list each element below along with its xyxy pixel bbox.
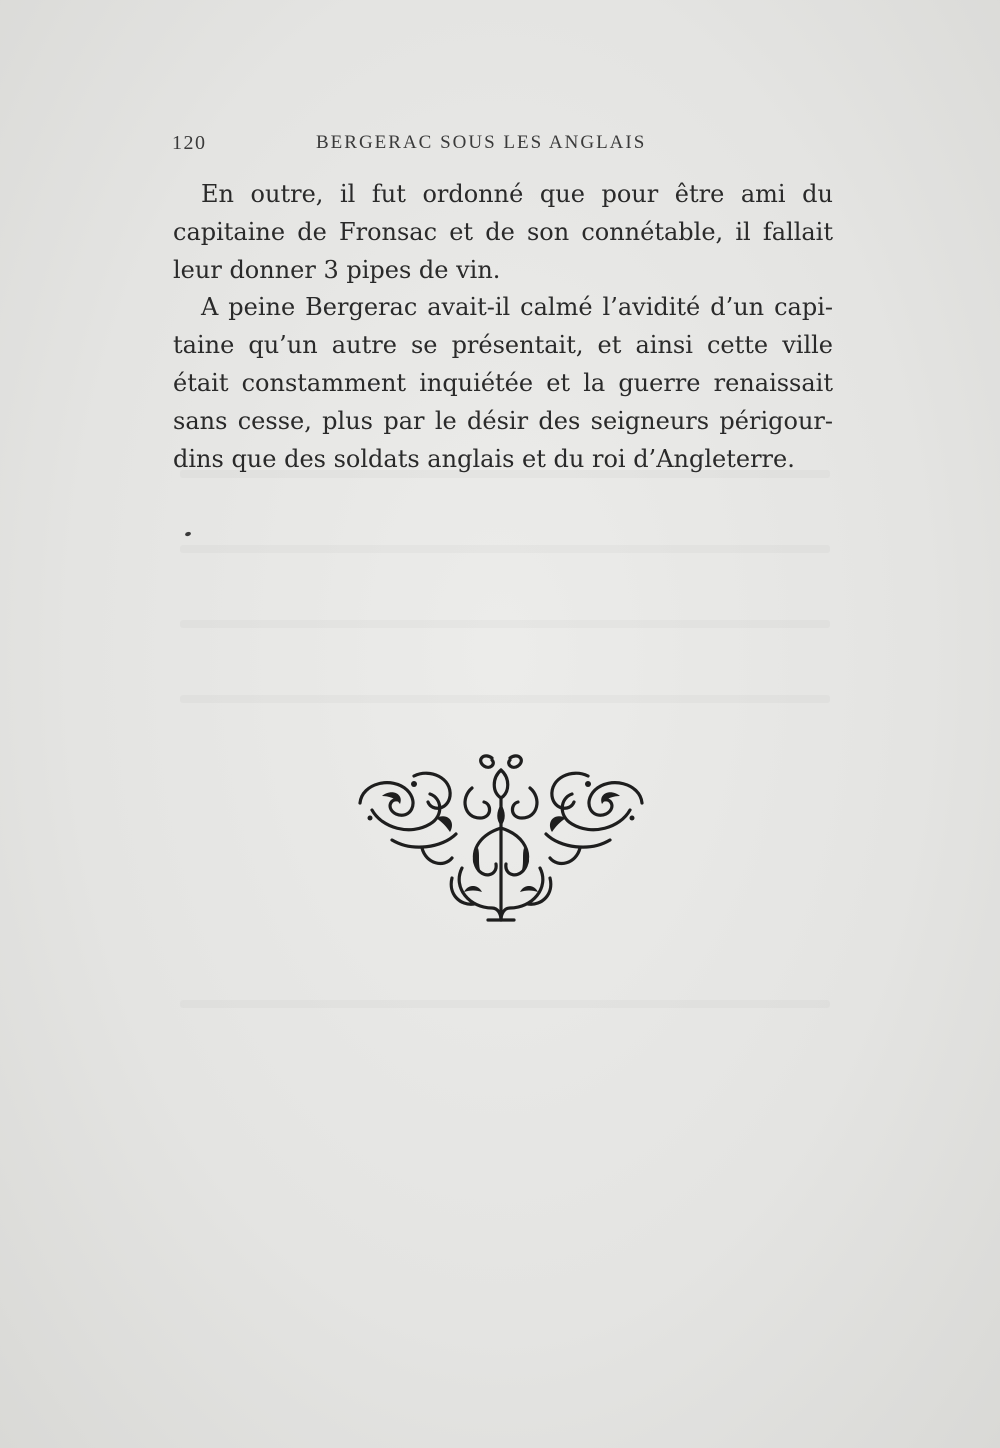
running-title: BERGERAC SOUS LES ANGLAIS [316, 132, 647, 153]
text-line: A peine Bergerac avait-il calmé l’avidité d’un capi- [201, 293, 833, 322]
body-text [173, 176, 833, 478]
show-through-line [180, 1000, 830, 1008]
page-number: 120 [172, 132, 207, 154]
running-head [172, 132, 692, 162]
show-through-line [180, 620, 830, 628]
paragraph [173, 289, 833, 478]
paragraph [173, 176, 833, 289]
text-line: capitaine de Fronsac et de son connétable, il fallait [173, 217, 833, 246]
text-line: dins que des soldats anglais et du roi d’Angleterre. [173, 444, 795, 473]
text-line: sans cesse, plus par le désir des seigneurs périgour- [173, 406, 833, 435]
tailpiece-fleuron-icon [352, 748, 650, 928]
show-through-line [180, 695, 830, 703]
ink-speck [184, 531, 191, 537]
text-line: En outre, il fut ordonné que pour être ami du [201, 180, 833, 208]
show-through-line [180, 545, 830, 553]
text-line: taine qu’un autre se présentait, et ainsi cette ville [173, 331, 833, 360]
text-line: était constamment inquiétée et la guerre renaissait [173, 368, 833, 397]
text-line: leur donner 3 pipes de vin. [173, 255, 501, 284]
